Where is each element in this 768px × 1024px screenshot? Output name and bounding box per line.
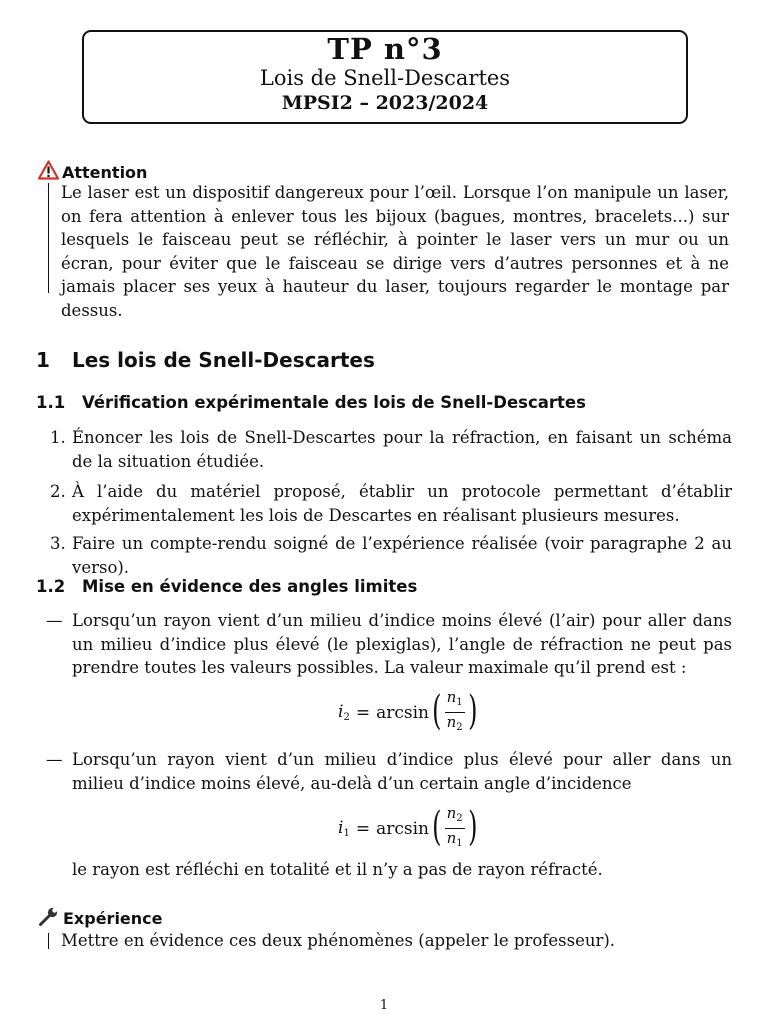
- attention-text: Le laser est un dispositif dangereux pour l’œil. Lorsque l’on manipule un laser, on fera attention à enlever tous les bijoux (bagues, montres, bracelets...) sur lesquels le faisceau peut se réfléchir, à pointer le laser vers un mur ou un écran, pour éviter que le faisceau se dirige vers d’autres personnes et à ne jamais placer ses yeux à hauteur du laser, toujours regarder le montage par dessus.: [61, 183, 729, 320]
- list-item: Lorsqu’un rayon vient d’un milieu d’indice plus élevé pour aller dans un milieu d’indice moins élevé, au-delà d’un certain angle d’incidence: [72, 750, 732, 793]
- subsection-title: Mise en évidence des angles limites: [82, 577, 418, 596]
- eq-lhs: i1: [338, 818, 350, 839]
- eq-fraction: $\frac{n_2}{n_1}$: [446, 804, 463, 849]
- experience-rule: [48, 933, 49, 949]
- list-item: Lorsqu’un rayon vient d’un milieu d’indice moins élevé (l’air) pour aller dans un milieu d’indice plus élevé (le plexiglas), l’angle de réfraction ne peut pas prendre toutes les valeurs possibles. La valeur maximale qu’il prend est :: [72, 611, 732, 677]
- page-number: 1: [379, 998, 389, 1013]
- eq-fraction: $\frac{n_1}{n_2}$: [446, 688, 463, 733]
- list-marker: —: [46, 611, 63, 630]
- document-title: TP n°3: [327, 32, 443, 66]
- section-number: 1: [36, 348, 50, 372]
- section-heading: [36, 348, 375, 372]
- section-title: Les lois de Snell-Descartes: [72, 348, 375, 372]
- list-marker: —: [46, 750, 63, 769]
- document-subtitle: Lois de Snell-Descartes: [259, 66, 511, 90]
- experience-heading: [38, 906, 163, 930]
- list-item-continuation: le rayon est réfléchi en totalité et il n’y a pas de rayon réfracté.: [72, 860, 603, 879]
- eq-fn: arcsin: [376, 702, 429, 723]
- experience-label: Expérience: [63, 908, 163, 928]
- attention-rule: [48, 183, 49, 293]
- list-marker: 1.: [50, 428, 66, 447]
- equation-i1: i1 = arcsin ( $\frac{n_2}{n_1}$ ): [338, 804, 480, 853]
- eq-equals: =: [355, 818, 371, 839]
- class-year: MPSI2 – 2023/2024: [281, 92, 489, 114]
- subsection-number: 1.2: [36, 577, 66, 596]
- list-marker: 3.: [50, 534, 66, 553]
- subsection-number: 1.1: [36, 393, 66, 412]
- eq-fn: arcsin: [376, 818, 429, 839]
- eq-equals: =: [355, 702, 371, 723]
- list-marker: 2.: [50, 482, 66, 501]
- subsection-title: Vérification expérimentale des lois de Snell-Descartes: [82, 393, 586, 412]
- title-box: [82, 30, 688, 124]
- experience-text: Mettre en évidence ces deux phénomènes (appeler le professeur).: [61, 931, 616, 950]
- subsection-heading: [36, 393, 586, 412]
- list-item: Faire un compte-rendu soigné de l’expérience réalisée (voir paragraphe 2 au verso).: [72, 534, 732, 577]
- equation-i2: i2 = arcsin ( $\frac{n_1}{n_2}$ ): [338, 688, 480, 737]
- warning-triangle-icon: [38, 160, 59, 184]
- subsection-heading: [36, 577, 417, 596]
- attention-label: Attention: [62, 162, 148, 182]
- list-item: À l’aide du matériel proposé, établir un protocole permettant d’établir expérimentalement les lois de Descartes en réalisant plusieurs mesures.: [72, 482, 732, 525]
- wrench-icon: [38, 906, 60, 930]
- list-item: Énoncer les lois de Snell-Descartes pour la réfraction, en faisant un schéma de la situation étudiée.: [72, 428, 732, 471]
- eq-lhs: i2: [338, 702, 350, 723]
